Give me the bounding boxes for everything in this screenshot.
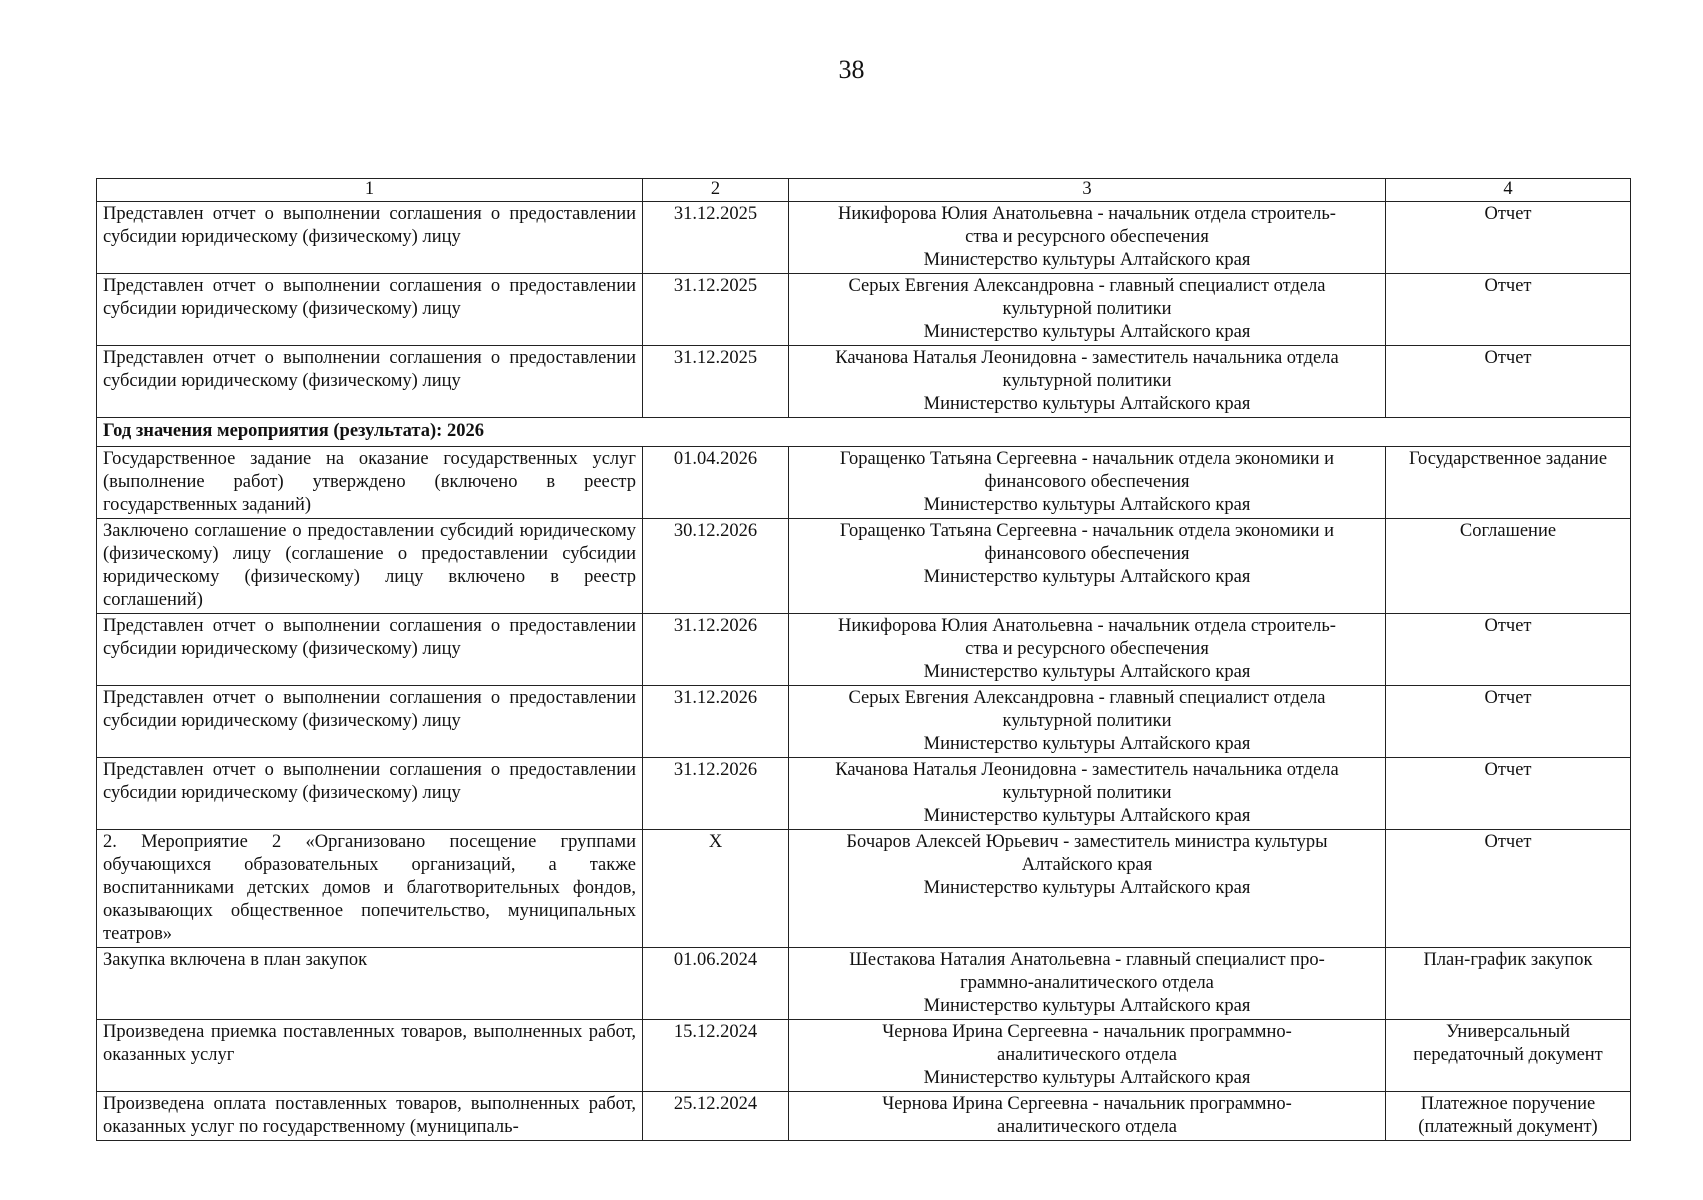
deadline-date-cell: 01.04.2026 — [643, 447, 789, 519]
column-header-2: 2 — [643, 179, 789, 202]
responsible-person-line: культурной политики — [1002, 711, 1172, 731]
responsible-person-line: Серых Евгения Александровна - главный специалист отдела — [848, 688, 1326, 708]
responsible-person-line: финансового обеспечения — [984, 544, 1190, 564]
responsible-person-cell — [789, 274, 1386, 346]
year-group-label: Год значения мероприятия (результата): 2026 — [97, 418, 1631, 447]
table-row — [97, 447, 1631, 519]
responsible-person-line: Качанова Наталья Леонидовна - заместитель начальника отдела — [835, 348, 1339, 368]
document-type-cell: Отчет — [1386, 202, 1631, 274]
responsible-person-line: Никифорова Юлия Анатольевна - начальник отдела строитель- — [838, 204, 1336, 224]
result-description-cell: Представлен отчет о выполнении соглашения о предоставлении субсидии юридическому (физическому) лицу — [97, 346, 643, 418]
responsible-person-line: аналитического отдела — [996, 1045, 1177, 1065]
responsible-person-cell — [789, 830, 1386, 948]
responsible-person-cell — [789, 346, 1386, 418]
responsible-person-cell — [789, 948, 1386, 1020]
table-row — [97, 758, 1631, 830]
ministry-line: Министерство культуры Алтайского края — [923, 495, 1251, 515]
document-type-cell: Отчет — [1386, 686, 1631, 758]
responsible-person-line: финансового обеспечения — [984, 472, 1190, 492]
ministry-line: Министерство культуры Алтайского края — [923, 734, 1251, 754]
document-type-cell: Отчет — [1386, 346, 1631, 418]
result-description-cell: Произведена приемка поставленных товаров, выполненных работ, оказанных услуг — [97, 1020, 643, 1092]
document-type-cell: Соглашение — [1386, 519, 1631, 614]
responsible-person-line: Бочаров Алексей Юрьевич - заместитель министра культуры — [846, 832, 1328, 852]
table-row — [97, 948, 1631, 1020]
ministry-line: Министерство культуры Алтайского края — [923, 1068, 1251, 1088]
result-description-cell: 2. Мероприятие 2 «Организовано посещение группами обучающихся образовательных организаций, а также воспитанниками детских домов и благотворительных фондов, оказывающих общественное попечительство, муниципальных театров» — [97, 830, 643, 948]
responsible-person-cell — [789, 614, 1386, 686]
deadline-date-cell: 31.12.2026 — [643, 758, 789, 830]
responsible-person-line: граммно-аналитического отдела — [960, 973, 1214, 993]
responsible-person-cell — [789, 1092, 1386, 1141]
responsible-person-cell — [789, 758, 1386, 830]
ministry-line: Министерство культуры Алтайского края — [923, 394, 1251, 414]
responsible-person-cell — [789, 1020, 1386, 1092]
responsible-person-line: Чернова Ирина Сергеевна - начальник программно- — [882, 1022, 1292, 1042]
column-header-1: 1 — [97, 179, 643, 202]
responsible-person-line: Горащенко Татьяна Сергеевна - начальник отдела экономики и — [839, 449, 1335, 469]
responsible-person-line: ства и ресурсного обеспечения — [965, 639, 1209, 659]
result-description-cell: Представлен отчет о выполнении соглашения о предоставлении субсидии юридическому (физическому) лицу — [97, 202, 643, 274]
ministry-line: Министерство культуры Алтайского края — [923, 567, 1251, 587]
result-description-cell: Заключено соглашение о предоставлении субсидий юридическому (физическому) лицу (соглашение о предоставлении субсидии юридическому (физическому) лицу включено в реестр соглашений) — [97, 519, 643, 614]
responsible-person-line: культурной политики — [1002, 371, 1172, 391]
table-body — [97, 179, 1631, 1141]
page-number: 38 — [838, 55, 865, 84]
responsible-person-cell — [789, 519, 1386, 614]
deadline-date-cell: 25.12.2024 — [643, 1092, 789, 1141]
document-type-cell: Отчет — [1386, 758, 1631, 830]
ministry-line: Министерство культуры Алтайского края — [923, 662, 1251, 682]
ministry-line: Министерство культуры Алтайского края — [923, 996, 1251, 1016]
document-type-cell: Отчет — [1386, 274, 1631, 346]
year-group-row — [97, 418, 1631, 447]
result-description-cell: Представлен отчет о выполнении соглашения о предоставлении субсидии юридическому (физическому) лицу — [97, 686, 643, 758]
column-header-4: 4 — [1386, 179, 1631, 202]
responsible-person-line: Шестакова Наталия Анатольевна - главный специалист про- — [849, 950, 1325, 970]
document-type-cell: Отчет — [1386, 830, 1631, 948]
responsible-person-cell — [789, 686, 1386, 758]
deadline-date-cell: 31.12.2025 — [643, 202, 789, 274]
result-description-cell: Произведена оплата поставленных товаров, выполненных работ, оказанных услуг по государственному (муниципаль- — [97, 1092, 643, 1141]
table-row — [97, 519, 1631, 614]
ministry-line: Министерство культуры Алтайского края — [923, 322, 1251, 342]
result-description-cell: Государственное задание на оказание государственных услуг (выполнение работ) утверждено (включено в реестр государственных заданий) — [97, 447, 643, 519]
responsible-person-line: ства и ресурсного обеспечения — [965, 227, 1209, 247]
table-row — [97, 614, 1631, 686]
table-row — [97, 1092, 1631, 1141]
result-description-cell: Представлен отчет о выполнении соглашения о предоставлении субсидии юридическому (физическому) лицу — [97, 614, 643, 686]
column-header-3: 3 — [789, 179, 1386, 202]
deadline-date-cell: 15.12.2024 — [643, 1020, 789, 1092]
table-header-row — [97, 179, 1631, 202]
table-row — [97, 830, 1631, 948]
document-type-cell: Отчет — [1386, 614, 1631, 686]
responsible-person-line: культурной политики — [1002, 783, 1172, 803]
table-row — [97, 1020, 1631, 1092]
table-row — [97, 274, 1631, 346]
responsible-person-line: аналитического отдела — [996, 1117, 1177, 1137]
table-row — [97, 346, 1631, 418]
deadline-date-cell: 30.12.2026 — [643, 519, 789, 614]
responsible-person-line: Горащенко Татьяна Сергеевна - начальник отдела экономики и — [839, 521, 1335, 541]
result-description-cell: Представлен отчет о выполнении соглашения о предоставлении субсидии юридическому (физическому) лицу — [97, 758, 643, 830]
responsible-person-line: Никифорова Юлия Анатольевна - начальник отдела строитель- — [838, 616, 1336, 636]
responsible-person-line: Алтайского края — [1021, 855, 1153, 875]
responsible-person-cell — [789, 447, 1386, 519]
document-type-cell: Государственное задание — [1386, 447, 1631, 519]
result-description-cell: Представлен отчет о выполнении соглашения о предоставлении субсидии юридическому (физическому) лицу — [97, 274, 643, 346]
responsible-person-line: Серых Евгения Александровна - главный специалист отдела — [848, 276, 1326, 296]
ministry-line: Министерство культуры Алтайского края — [923, 878, 1251, 898]
document-type-cell: Платежное поручение (платежный документ) — [1386, 1092, 1631, 1141]
deadline-date-cell: 01.06.2024 — [643, 948, 789, 1020]
table-row — [97, 202, 1631, 274]
document-type-cell: План-график закупок — [1386, 948, 1631, 1020]
ministry-line: Министерство культуры Алтайского края — [923, 806, 1251, 826]
deadline-date-cell: 31.12.2025 — [643, 346, 789, 418]
result-description-cell: Закупка включена в план закупок — [97, 948, 643, 1020]
responsible-person-line: Чернова Ирина Сергеевна - начальник программно- — [882, 1094, 1292, 1114]
responsible-person-cell — [789, 202, 1386, 274]
table-row — [97, 686, 1631, 758]
activity-table — [96, 178, 1631, 1141]
deadline-date-cell: 31.12.2026 — [643, 686, 789, 758]
responsible-person-line: Качанова Наталья Леонидовна - заместитель начальника отдела — [835, 760, 1339, 780]
deadline-date-cell: 31.12.2025 — [643, 274, 789, 346]
deadline-date-cell: X — [643, 830, 789, 948]
ministry-line: Министерство культуры Алтайского края — [923, 250, 1251, 270]
deadline-date-cell: 31.12.2026 — [643, 614, 789, 686]
document-type-cell: Универсальный передаточный документ — [1386, 1020, 1631, 1092]
responsible-person-line: культурной политики — [1002, 299, 1172, 319]
